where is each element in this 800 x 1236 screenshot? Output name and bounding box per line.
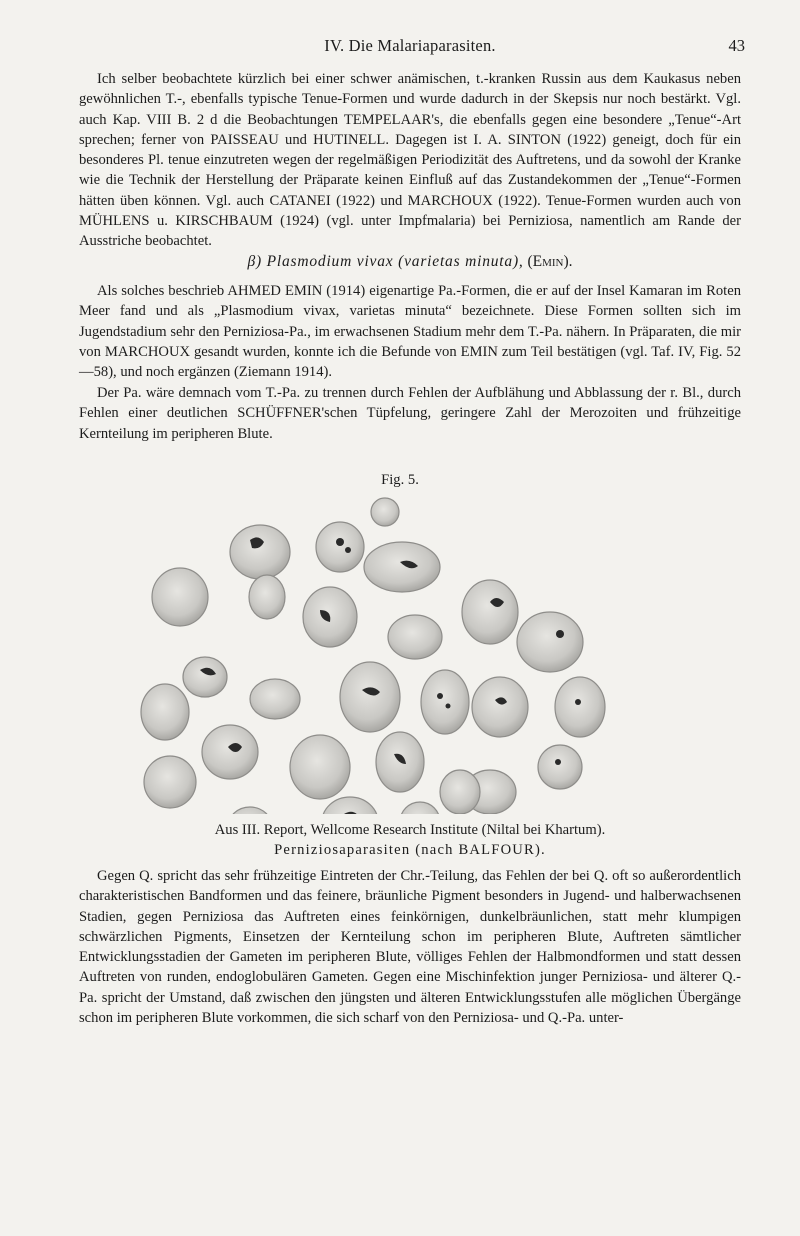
running-header — [75, 36, 745, 60]
figure-label: Fig. 5. — [381, 472, 419, 488]
figure-blood-smear — [140, 492, 620, 814]
paragraph-2 — [79, 281, 741, 382]
paragraph-3-text: Der Pa. wäre demnach vom T.-Pa. zu trennen durch Fehlen der Aufblähung und Abblassung der r. Bl., durch Fehlen einer deutlichen SCHÜFFNER'schen Tüpfelung, geringere Zahl der Merozoiten und frühzeitige Kernteilung im peripheren Blute. — [79, 385, 741, 442]
page-number: 43 — [728, 36, 745, 55]
paragraph-1-text: Ich selber beobachtete kürzlich bei einer schwer anämischen, t.-kranken Russin aus dem Kaukasus neben gewöhnlichen T.-, ebenfalls typische Tenue-Formen und wurde dadurch in der Skepsis nur noch bestärkt. Vgl. auch Kap. VIII B. 2 d die Beobachtungen TEMPELAAR's, die ebenfalls gegen eine besondere „Tenue“-Art sprechen; ferner von PAISSEAU und HUTINELL. Dagegen ist I. A. SINTON (1922) geneigt, doch für ein besonderes Pl. tenue einzutreten wegen der regelmäßigen Periodizität des Auftretens, und da sowohl der Kranke wie die Technik der Herstellung der Präparate keinen Einfluß auf das Zustandekommen der „Tenue“-Formen hätten üben können. Vgl. auch CATANEI (1922) und MARCHOUX (1922). Tenue-Formen wurden auch von MÜHLENS u. KIRSCHBAUM (1924) (vgl. unter Impfmalaria) bei Perniziosa, namentlich am Rande der Ausstriche beobachtet. — [79, 71, 741, 250]
section-heading-author: (Emin). — [527, 253, 573, 270]
figure-caption — [79, 820, 741, 860]
caption-line-1: Aus III. Report, Wellcome Research Institute (Niltal bei Khartum). — [214, 822, 606, 838]
caption-line-2: Perniziosaparasiten (nach BALFOUR). — [274, 842, 546, 858]
section-heading — [79, 253, 741, 271]
blood-cells-illustration — [140, 492, 620, 814]
paragraph-4 — [79, 866, 741, 1028]
paragraph-4-text: Gegen Q. spricht das sehr frühzeitige Eintreten der Chr.-Teilung, das Fehlen der bei Q. oft so außerordentlich charakteristischen Bandformen und das feinere, bräunliche Pigment besonders in Jugend- und halberwachsenen Stadien, gegen Perniziosa das Auftreten eines feinkörnigen, dunkelbräunlichen, statt mehr klumpigen schwärzlichen Pigments, Einsetzen der Kernteilung schon im peripheren Blute, Auftreten sämtlicher Entwicklungsstadien der Gameten im peripheren Blute, völliges Fehlen der Halbmondformen und statt dessen Auftreten von runden, endoglobulären Gameten. Gegen eine Mischinfektion junger Perniziosa- und älterer Q.-Pa. spricht der Umstand, daß zwischen den jüngsten und älteren Entwicklungsstufen alle möglichen Übergänge schon im peripheren Blute vorkommen, die sich scharf von den Perniziosa- und Q.-Pa. unter- — [79, 868, 741, 1027]
paragraph-3 — [79, 383, 741, 444]
running-title: IV. Die Malariaparasiten. — [324, 36, 496, 55]
section-heading-italic: β) Plasmodium vivax (varietas minuta), — [247, 253, 524, 270]
paragraph-1 — [79, 69, 741, 252]
paragraph-2-text: Als solches beschrieb AHMED EMIN (1914) eigenartige Pa.-Formen, die er auf der Insel Kamaran im Roten Meer fand und als „Plasmodium vivax, varietas minuta“ bezeichnete. Diese Formen sollten sich im Jugendstadium sehr den Perniziosa-Pa., im erwachsenen Stadium mehr dem T.-Pa. nähern. In Präparaten, die mir von MARCHOUX gesandt wurden, konnte ich die Befunde von EMIN zum Teil bestätigen (vgl. Taf. IV, Fig. 52—58), und noch ergänzen (Ziemann 1914). — [79, 283, 741, 381]
